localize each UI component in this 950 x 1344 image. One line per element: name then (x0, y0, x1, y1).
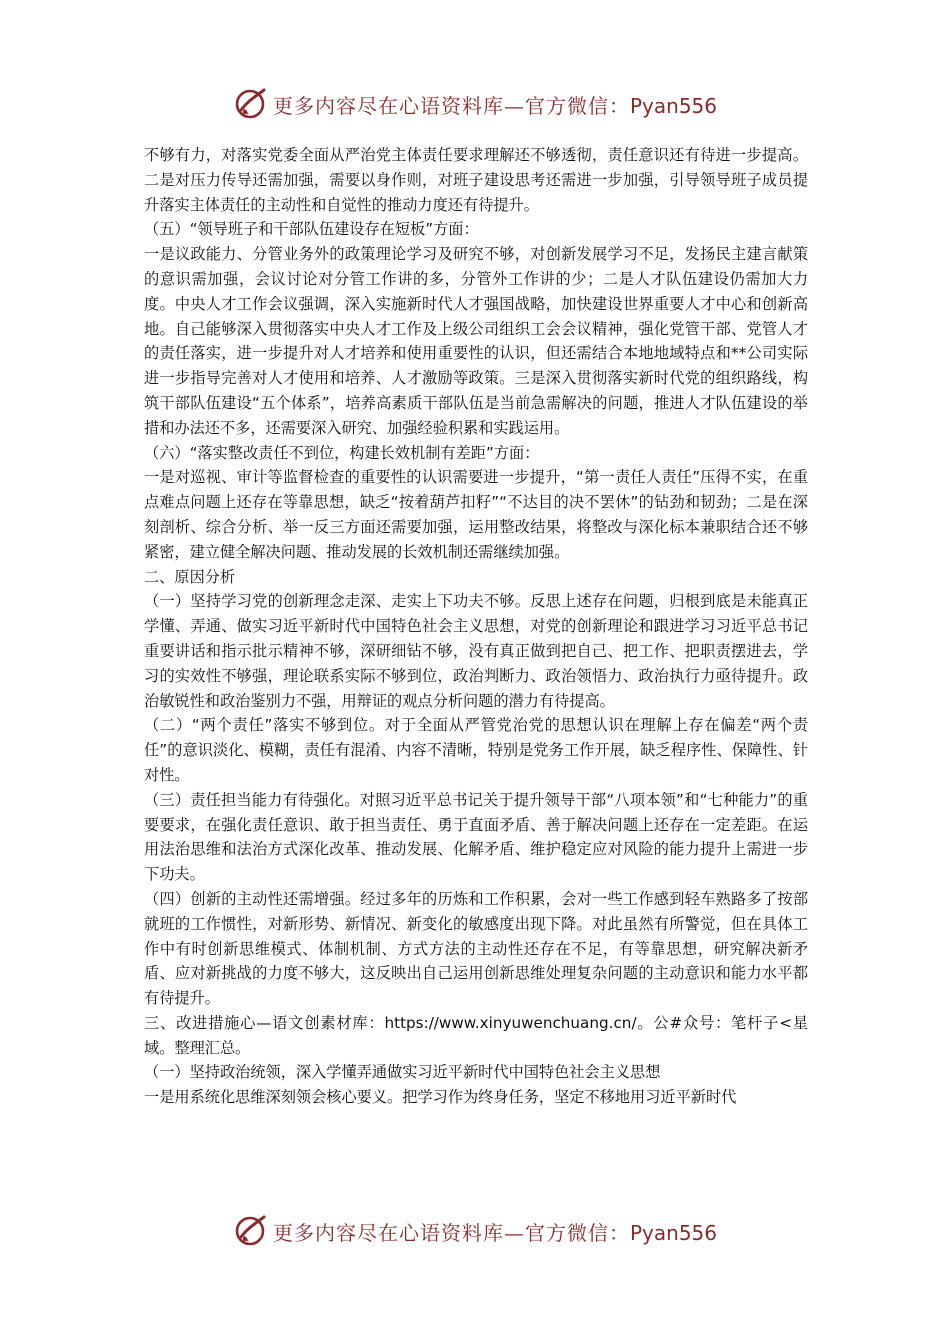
paragraph: （一）坚持学习党的创新理念走深、走实上下功夫不够。反思上述存在问题，归根到底是未能真正学懂、弄通、做实习近平新时代中国特色社会主义思想，对党的创新理论和跟进学习习近平总书记重要讲话和指示批示精神不够，深研细钻不够，没有真正做到把自己、把工作、把职责摆进去，学习的实效性不够强，理论联系实际不够到位，政治判断力、政治领悟力、政治执行力亟待提升。政治敏锐性和政治鉴别力不强，用辩证的观点分析问题的潜力有待提高。 (144, 592, 808, 710)
watermark-text (273, 90, 717, 119)
brush-logo-icon (233, 1213, 269, 1249)
section-heading: （五）“领导班子和干部队伍建设存在短板”方面： (144, 220, 479, 239)
section-heading: （一）坚持政治统领，深入学懂弄通做实习近平新时代中国特色社会主义思想 (144, 1063, 661, 1082)
document-body (144, 143, 808, 1110)
watermark-banner-top (0, 82, 950, 126)
chapter-heading: 二、原因分析 (144, 567, 236, 586)
watermark-banner-bottom (0, 1209, 950, 1253)
paragraph: 一是对巡视、审计等监督检查的重要性的认识需要进一步提升，“第一责任人责任”压得不实，在重点难点问题上还存在等靠思想，缺乏“按着葫芦扣籽”“不达目的决不罢休”的钻劲和韧劲；二是在深刻剖析、综合分析、举一反三方面还需要加强，运用整改结果，将整改与深化标本兼职结合还不够紧密，建立健全解决问题、推动发展的长效机制还需继续加强。 (144, 468, 808, 561)
watermark-label: 更多内容尽在心语资料库—官方微信： (272, 1220, 630, 1245)
wechat-id: Pyan556 (629, 93, 717, 118)
paragraph: （三）责任担当能力有待强化。对照习近平总书记关于提升领导干部“八项本领”和“七种能力”的重要要求，在强化责任意识、敢于担当责任、勇于直面矛盾、善于解决问题上还存在一定差距。在运用法治思维和法治方式深化改革、推动发展、化解矛盾、维护稳定应对风险的能力提升上需进一步下功夫。 (144, 790, 808, 884)
section-heading: （六）“落实整改责任不到位，构建长效机制有差距”方面： (144, 443, 540, 462)
paragraph: （四）创新的主动性还需增强。经过多年的历炼和工作积累，会对一些工作感到轻车熟路多了按部就班的工作惯性，对新形势、新情况、新变化的敏感度出现下降。对此虽然有所警觉，但在具体工作中有时创新思维模式、体制机制、方式方法的主动性还存在不足，有等靠思想，研究解决新矛盾、应对新挑战的力度不够大，这反映出自己运用创新思维处理复杂问题的主动意识和能力水平都有待提升。 (144, 889, 808, 1008)
wechat-id: Pyan556 (629, 1220, 717, 1245)
chapter-heading: 三、改进措施心—语文创素材库：https://www.xinyuwenchuang.cn/。公#众号：笔杆子<星域。整理汇总。 (144, 1013, 808, 1057)
paragraph: 一是用系统化思维深刻领会核心要义。把学习作为终身任务，坚定不移地用习近平新时代 (144, 1088, 737, 1107)
watermark-label: 更多内容尽在心语资料库—官方微信： (272, 93, 630, 118)
paragraph: 一是议政能力、分管业务外的政策理论学习及研究不够，对创新发展学习不足，发扬民主建言献策的意识需加强，会议讨论对分管工作讲的多，分管外工作讲的少；二是人才队伍建设仍需加大力度。中央人才工作会议强调，深入实施新时代人才强国战略，加快建设世界重要人才中心和创新高地。自己能够深入贯彻落实中央人才工作及上级公司组织工会会议精神，强化党管干部、党管人才的责任落实，进一步提升对人才培养和使用重要性的认识，但还需结合本地地域特点和**公司实际进一步指导完善对人才使用和培养、人才激励等政策。三是深入贯彻落实新时代党的组织路线，构筑干部队伍建设“五个体系”，培养高素质干部队伍是当前急需解决的问题，推进人才队伍建设的举措和办法还不多，还需要深入研究、加强经验积累和实践运用。 (144, 245, 808, 437)
watermark-text (273, 1217, 717, 1246)
paragraph: 不够有力，对落实党委全面从严治党主体责任要求理解还不够透彻，责任意识还有待进一步提高。二是对压力传导还需加强，需要以身作则，对班子建设思考还需进一步加强，引导领导班子成员提升落实主体责任的主动性和自觉性的推动力度还有待提升。 (144, 146, 808, 214)
brush-logo-icon (233, 86, 269, 122)
paragraph: （二）“两个责任”落实不够到位。对于全面从严管党治党的思想认识在理解上存在偏差“两个责任”的意识淡化、模糊，责任有混淆、内容不清晰，特别是党务工作开展，缺乏程序性、保障性、针对性。 (144, 716, 808, 784)
